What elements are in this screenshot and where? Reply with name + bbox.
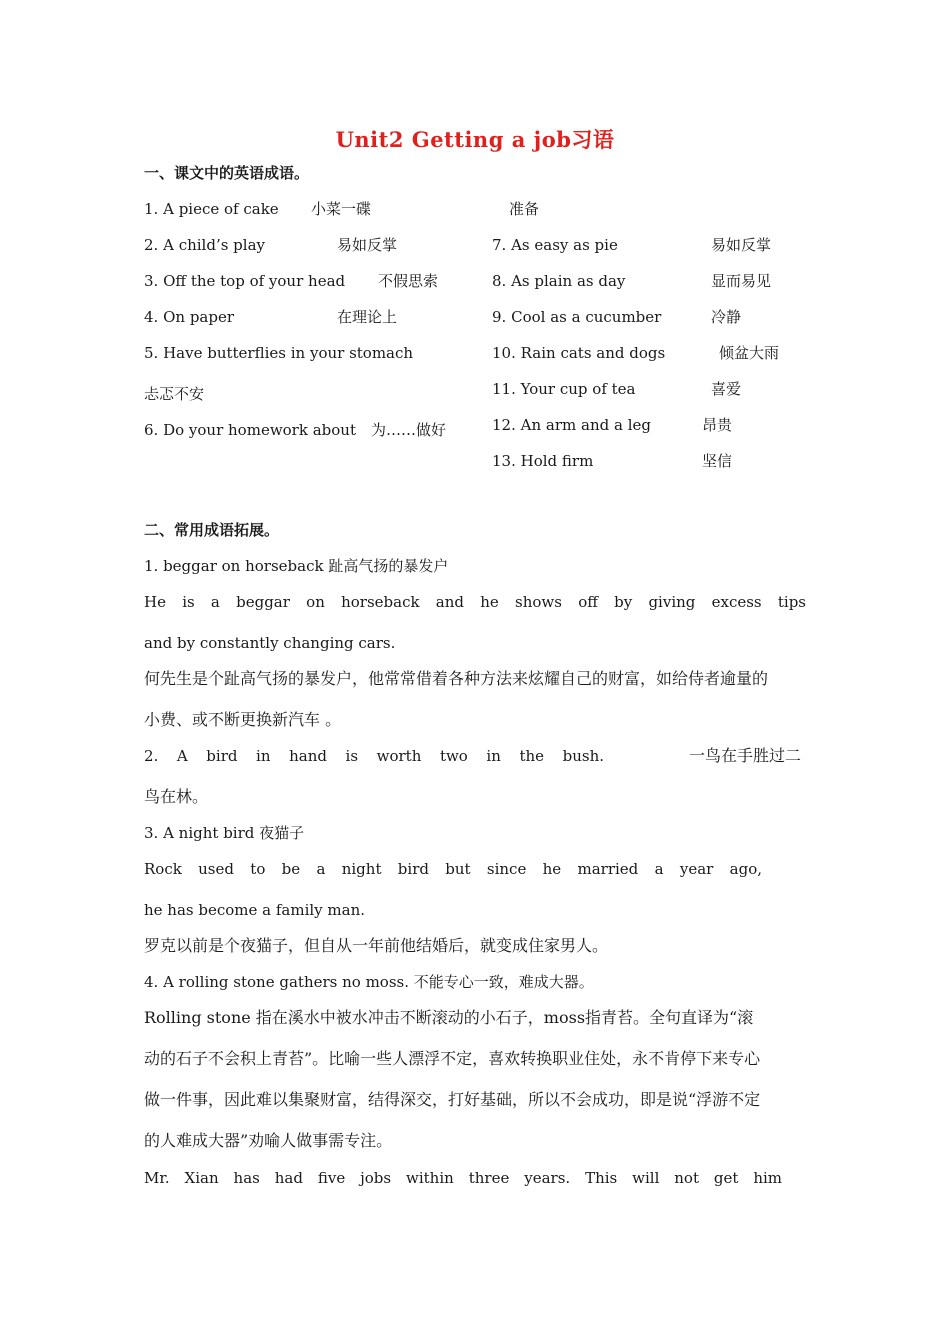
idiom-item: 6. Do your homework about bbox=[144, 421, 356, 439]
translation: 鸟在林。 bbox=[144, 787, 209, 806]
translation: 小费、或不断更换新汽车 。 bbox=[144, 710, 342, 729]
idiom-item: 13. Hold firm bbox=[492, 452, 594, 470]
section-heading-1: 一、课文中的英语成语。 bbox=[144, 164, 310, 182]
idiom-item: 11. Your cup of tea bbox=[492, 380, 636, 398]
idiom-meaning: 显而易见 bbox=[711, 272, 772, 290]
idiom-item: 1. A piece of cake bbox=[144, 200, 279, 218]
example-sentence: He is a beggar on horseback and he shows off by giving excess tips bbox=[144, 593, 806, 611]
idiom-item: 9. Cool as a cucumber bbox=[492, 308, 662, 326]
idiom-item: 10. Rain cats and dogs bbox=[492, 344, 666, 362]
translation: 一鸟在手胜过二 bbox=[689, 746, 802, 765]
example-sentence: Rock used to be a night bird but since he married a year ago, bbox=[144, 860, 762, 878]
example-sentence: he has become a family man. bbox=[144, 901, 366, 919]
idiom-meaning: 易如反掌 bbox=[711, 236, 772, 254]
translation: 罗克以前是个夜猫子，但自从一年前他结婚后，就变成住家男人。 bbox=[144, 936, 609, 955]
idiom-item: 8. As plain as day bbox=[492, 272, 626, 290]
idiom-item: 2. A child’s play bbox=[144, 236, 266, 254]
translation: 何先生是个趾高气扬的暴发户，他常常借着各种方法来炫耀自己的财富，如给侍者逾量的 bbox=[144, 669, 769, 688]
idiom-meaning: 忐忑不安 bbox=[144, 385, 205, 403]
section-heading-2: 二、常用成语拓展。 bbox=[144, 521, 280, 539]
idiom-item: 5. Have butterflies in your stomach bbox=[144, 344, 414, 362]
idiom-meaning: 倾盆大雨 bbox=[719, 344, 780, 362]
idiom-meaning: 坚信 bbox=[702, 452, 733, 470]
idiom-meaning: 易如反掌 bbox=[337, 236, 398, 254]
explanation: 的人难成大器”劝喻人做事需专注。 bbox=[144, 1131, 393, 1150]
idiom-item: 12. An arm and a leg bbox=[492, 416, 651, 434]
idiom-meaning: 昂贵 bbox=[702, 416, 733, 434]
idiom-meaning-carry: 准备 bbox=[509, 200, 540, 218]
idiom-item: 3. Off the top of your head bbox=[144, 272, 346, 290]
explanation: 动的石子不会积上青苔”。比喻一些人漂浮不定，喜欢转换职业住处，永不肯停下来专心 bbox=[144, 1049, 761, 1068]
idiom-meaning: 在理论上 bbox=[337, 308, 398, 326]
explanation: 做一件事，因此难以集聚财富，结得深交，打好基础，所以不会成功，即是说“浮游不定 bbox=[144, 1090, 761, 1109]
explanation: Rolling stone 指在溪水中被水冲击不断滚动的小石子，moss指青苔。全句直译为“滚 bbox=[144, 1008, 754, 1027]
idiom-title: 3. A night bird 夜猫子 bbox=[144, 824, 305, 842]
idiom-meaning: 不假思索 bbox=[378, 272, 439, 290]
idiom-meaning: 喜爱 bbox=[711, 380, 742, 398]
idiom-item: 7. As easy as pie bbox=[492, 236, 618, 254]
example-sentence: and by constantly changing cars. bbox=[144, 634, 396, 652]
idiom-meaning: 小菜一碟 bbox=[311, 200, 372, 218]
example-sentence: Mr. Xian has had five jobs within three years. This will not get him bbox=[144, 1169, 782, 1187]
idiom-meaning: 冷静 bbox=[711, 308, 742, 326]
idiom-title: 4. A rolling stone gathers no moss. 不能专心一致，难成大器。 bbox=[144, 973, 594, 991]
page-title: Unit2 Getting a job习语 bbox=[335, 127, 615, 152]
idiom-meaning: 为……做好 bbox=[371, 421, 447, 439]
idiom-title: 1. beggar on horseback 趾高气扬的暴发户 bbox=[144, 557, 449, 575]
idiom-title: 2. A bird in hand is worth two in the bush. bbox=[144, 747, 604, 765]
idiom-item: 4. On paper bbox=[144, 308, 235, 326]
